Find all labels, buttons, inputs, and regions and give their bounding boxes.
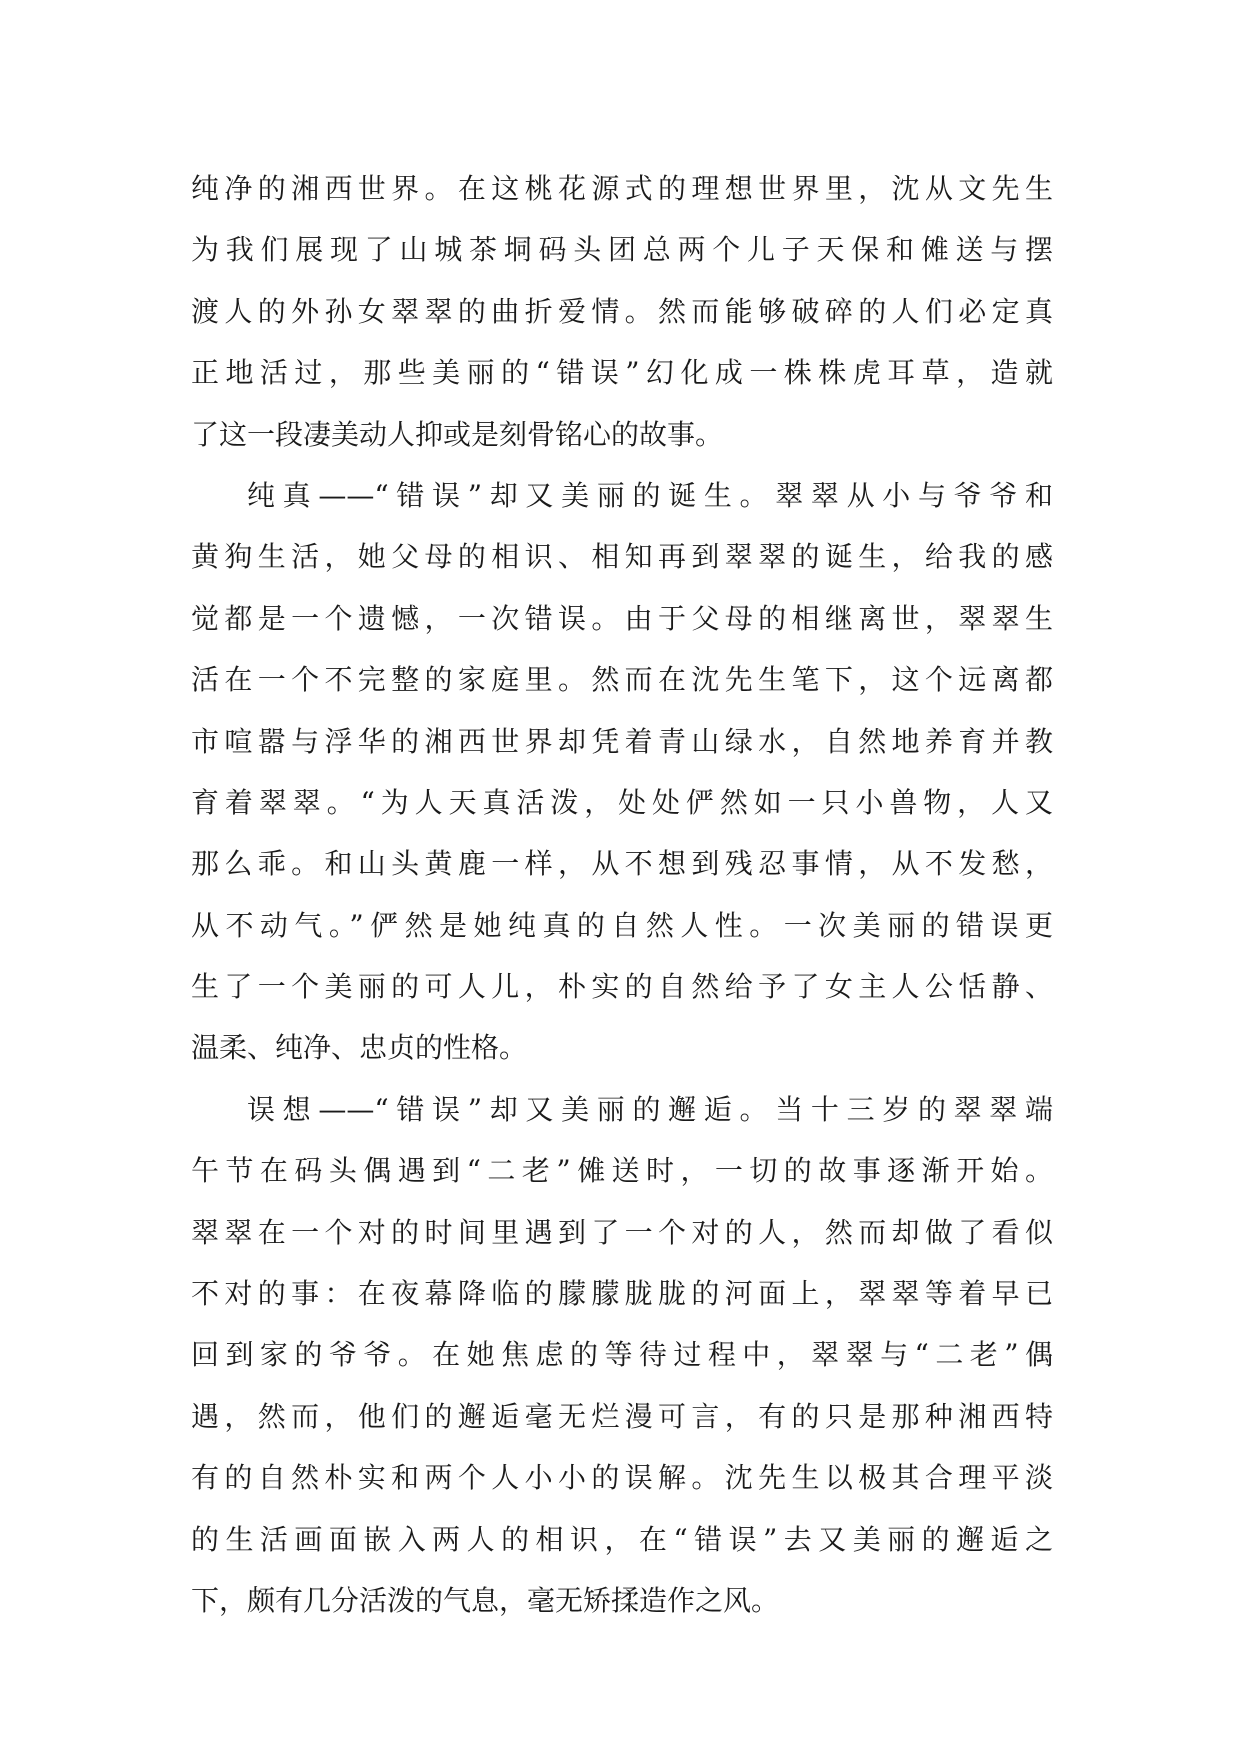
paragraph-line: 活在一个不完整的家庭里。然而在沈先生笔下，这个远离都 bbox=[191, 663, 1053, 697]
paragraph-line: 纯真——“错误”却又美丽的诞生。翠翠从小与爷爷和 bbox=[247, 478, 1053, 512]
paragraph-3 bbox=[191, 1079, 1053, 1632]
paragraph-line: 的生活画面嵌入两人的相识，在“错误”去又美丽的邂逅之 bbox=[191, 1522, 1053, 1556]
paragraph-line: 回到家的爷爷。在她焦虑的等待过程中，翠翠与“二老”偶 bbox=[191, 1338, 1053, 1372]
paragraph-line: 觉都是一个遗憾，一次错误。由于父母的相继离世，翠翠生 bbox=[191, 601, 1053, 635]
paragraph-line: 误想——“错误”却又美丽的邂逅。当十三岁的翠翠端 bbox=[247, 1092, 1053, 1126]
paragraph-line: 纯净的湘西世界。在这桃花源式的理想世界里，沈从文先生 bbox=[191, 172, 1053, 205]
paragraph-line: 正地活过，那些美丽的“错误”幻化成一株株虎耳草，造就 bbox=[191, 356, 1053, 390]
paragraph-1 bbox=[191, 158, 1053, 465]
paragraph-line: 渡人的外孙女翠翠的曲折爱情。然而能够破碎的人们必定真 bbox=[191, 294, 1053, 328]
paragraph-line: 有的自然朴实和两个人小小的误解。沈先生以极其合理平淡 bbox=[191, 1461, 1053, 1495]
paragraph-line: 温柔、纯净、忠贞的性格。 bbox=[191, 1031, 528, 1065]
paragraph-line: 翠翠在一个对的时间里遇到了一个对的人，然而却做了看似 bbox=[191, 1215, 1053, 1249]
paragraph-line: 育着翠翠。“为人天真活泼，处处俨然如一只小兽物，人又 bbox=[191, 785, 1053, 819]
document-body bbox=[191, 158, 1053, 1631]
paragraph-line: 黄狗生活，她父母的相识、相知再到翠翠的诞生，给我的感 bbox=[191, 540, 1053, 574]
paragraph-line: 不对的事：在夜幕降临的朦朦胧胧的河面上，翠翠等着早已 bbox=[191, 1277, 1053, 1311]
paragraph-2 bbox=[191, 465, 1053, 1079]
paragraph-line: 市喧嚣与浮华的湘西世界却凭着青山绿水，自然地养育并教 bbox=[191, 724, 1053, 758]
paragraph-line: 遇，然而，他们的邂逅毫无烂漫可言，有的只是那种湘西特 bbox=[191, 1399, 1053, 1433]
paragraph-line: 为我们展现了山城茶垌码头团总两个儿子天保和傩送与摆 bbox=[191, 233, 1053, 267]
paragraph-line: 午节在码头偶遇到“二老”傩送时，一切的故事逐渐开始。 bbox=[191, 1154, 1053, 1188]
paragraph-line: 下，颇有几分活泼的气息，毫无矫揉造作之风。 bbox=[191, 1583, 780, 1617]
paragraph-line: 生了一个美丽的可人儿，朴实的自然给予了女主人公恬静、 bbox=[191, 970, 1053, 1004]
paragraph-line: 了这一段凄美动人抑或是刻骨铭心的故事。 bbox=[191, 417, 724, 451]
paragraph-line: 那么乖。和山头黄鹿一样，从不想到残忍事情，从不发愁， bbox=[191, 847, 1053, 881]
paragraph-line: 从不动气。”俨然是她纯真的自然人性。一次美丽的错误更 bbox=[191, 908, 1053, 942]
